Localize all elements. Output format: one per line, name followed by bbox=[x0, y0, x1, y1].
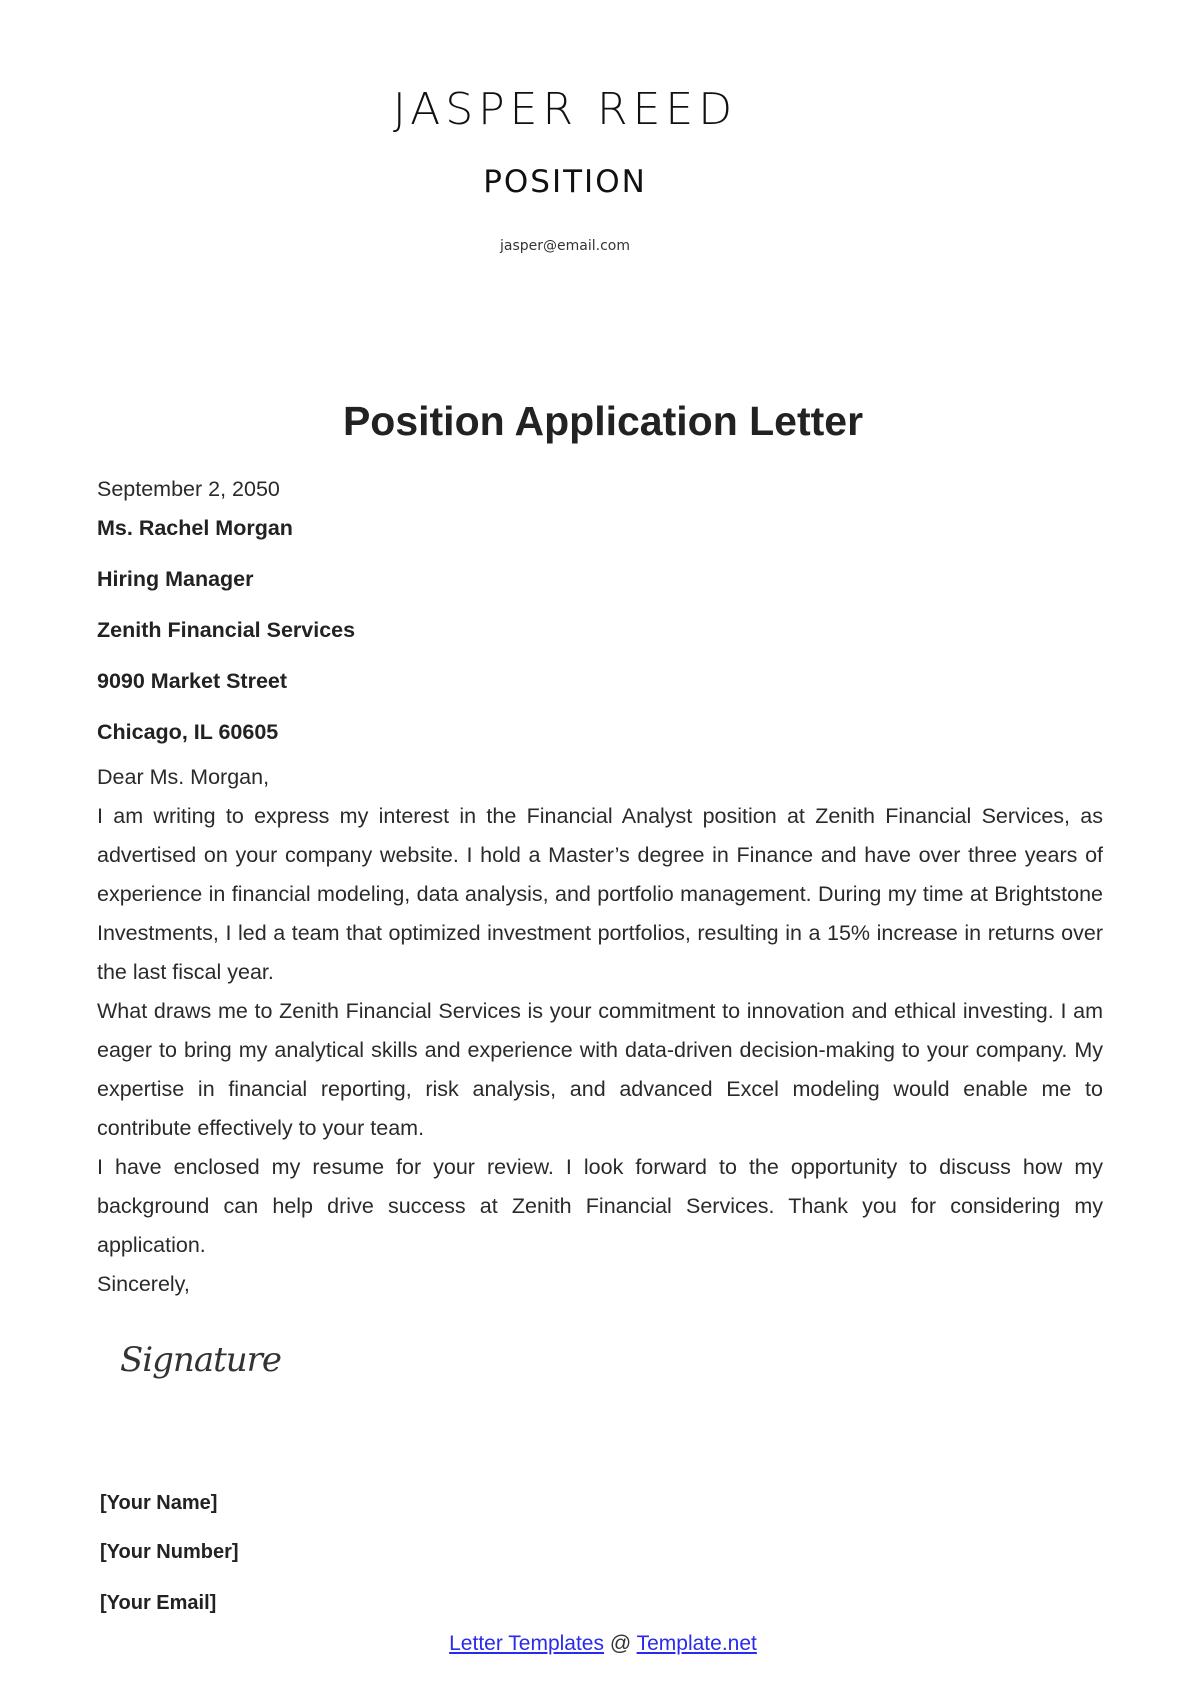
recipient-name: Ms. Rachel Morgan bbox=[97, 516, 293, 540]
footer bbox=[0, 1632, 1200, 1656]
paragraph: What draws me to Zenith Financial Services is your commitment to innovation and ethical investing. I am eager to bring my analytical skills and experience with data-driven decision-making to your company. My expertise in financial reporting, risk analysis, and advanced Excel modeling would enable me to contribute effectively to your team. bbox=[97, 999, 1103, 1140]
sender-name: JASPER REED bbox=[392, 84, 738, 135]
sender-position: POSITION bbox=[483, 164, 647, 200]
contact-name: [Your Name] bbox=[100, 1492, 218, 1514]
letter-body bbox=[97, 470, 1103, 1304]
sender-email: jasper@email.com bbox=[500, 238, 630, 254]
footer-separator: @ bbox=[604, 1632, 637, 1655]
template-net-link[interactable]: Template.net bbox=[636, 1632, 757, 1655]
recipient-street: 9090 Market Street bbox=[97, 669, 288, 693]
letter-templates-link[interactable]: Letter Templates bbox=[449, 1632, 604, 1655]
closing: Sincerely, bbox=[97, 1272, 190, 1296]
paragraph: I am writing to express my interest in the Financial Analyst position at Zenith Financial Services, as advertised on your company website. I hold a Master’s degree in Finance and have over three years of experience in financial modeling, data analysis, and portfolio management. During my time at Brightstone Investments, I led a team that optimized investment portfolios, resulting in a 15% increase in returns over the last fiscal year. bbox=[97, 804, 1103, 984]
recipient-city: Chicago, IL 60605 bbox=[97, 720, 279, 744]
paragraph: I have enclosed my resume for your review. I look forward to the opportunity to discuss how my background can help drive success at Zenith Financial Services. Thank you for considering my application. bbox=[97, 1155, 1103, 1257]
recipient-title: Hiring Manager bbox=[97, 567, 254, 591]
letter-date: September 2, 2050 bbox=[97, 477, 280, 501]
letter-title: Position Application Letter bbox=[342, 398, 864, 444]
salutation: Dear Ms. Morgan, bbox=[97, 765, 270, 789]
signature-image: Signature bbox=[120, 1340, 282, 1380]
contact-number: [Your Number] bbox=[100, 1541, 239, 1563]
contact-email: [Your Email] bbox=[100, 1592, 217, 1614]
recipient-company: Zenith Financial Services bbox=[97, 618, 356, 642]
